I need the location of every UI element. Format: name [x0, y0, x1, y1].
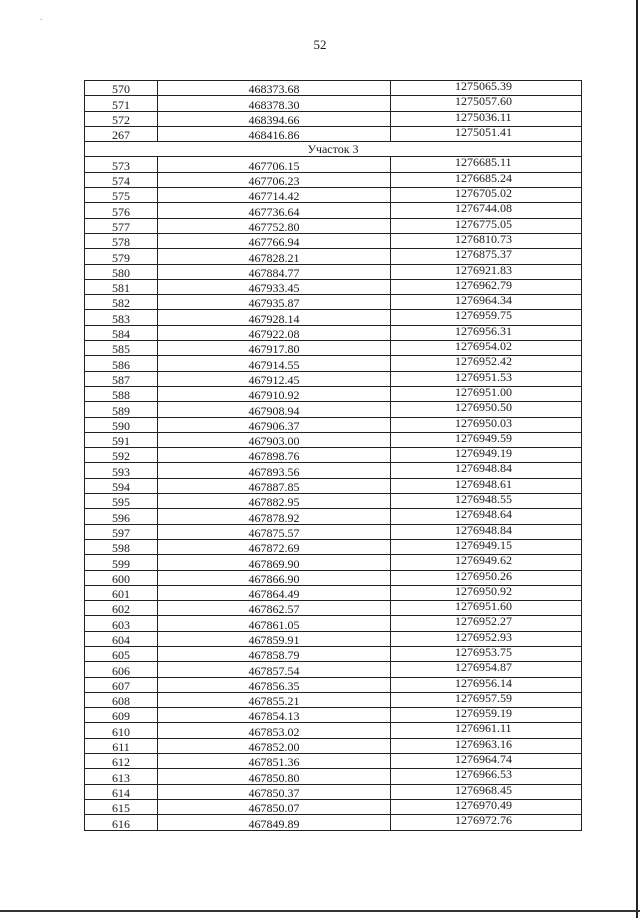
point-number-cell: 571 — [85, 96, 158, 111]
table-row — [85, 356, 582, 371]
x-coordinate-cell: 467884.77 — [158, 264, 391, 279]
point-number-cell: 612 — [85, 754, 158, 769]
x-coordinate-cell: 467917.80 — [158, 341, 391, 356]
x-coordinate-cell: 467706.15 — [158, 157, 391, 172]
point-number-cell: 607 — [85, 677, 158, 692]
y-coordinate-cell: 1276948.55 — [391, 494, 582, 509]
page-number: 52 — [313, 37, 327, 52]
x-coordinate-cell: 467910.92 — [158, 386, 391, 401]
y-coordinate-cell: 1276954.87 — [391, 662, 582, 677]
x-coordinate-cell: 467887.85 — [158, 478, 391, 493]
point-number-cell: 572 — [85, 111, 158, 126]
point-number-cell: 585 — [85, 341, 158, 356]
section-title: Участок 3 — [85, 142, 582, 157]
x-coordinate-cell: 467852.00 — [158, 738, 391, 753]
point-number-cell: 591 — [85, 432, 158, 447]
x-coordinate-cell: 467854.13 — [158, 708, 391, 723]
point-number-cell: 590 — [85, 417, 158, 432]
x-coordinate-cell: 467903.00 — [158, 432, 391, 447]
point-number-cell: 586 — [85, 356, 158, 371]
point-number-cell: 599 — [85, 555, 158, 570]
x-coordinate-cell: 467875.57 — [158, 524, 391, 539]
table-row — [85, 616, 582, 631]
y-coordinate-cell: 1276953.75 — [391, 646, 582, 661]
point-number-cell: 615 — [85, 799, 158, 814]
y-coordinate-cell: 1276950.26 — [391, 570, 582, 585]
y-coordinate-cell: 1276948.84 — [391, 463, 582, 478]
point-number-cell: 603 — [85, 616, 158, 631]
table-row — [85, 157, 582, 172]
point-number-cell: 596 — [85, 509, 158, 524]
x-coordinate-cell: 467828.21 — [158, 249, 391, 264]
point-number-cell: 582 — [85, 295, 158, 310]
y-coordinate-cell: 1276968.45 — [391, 784, 582, 799]
point-number-cell: 575 — [85, 188, 158, 203]
table-row — [85, 555, 582, 570]
x-coordinate-cell: 467752.80 — [158, 218, 391, 233]
y-coordinate-cell: 1275065.39 — [391, 81, 582, 96]
x-coordinate-cell: 467866.90 — [158, 570, 391, 585]
x-coordinate-cell: 468416.86 — [158, 126, 391, 141]
point-number-cell: 610 — [85, 723, 158, 738]
y-coordinate-cell: 1276964.74 — [391, 754, 582, 769]
x-coordinate-cell: 467849.89 — [158, 815, 391, 830]
y-coordinate-cell: 1276961.11 — [391, 723, 582, 738]
table-row — [85, 96, 582, 111]
y-coordinate-cell: 1276949.59 — [391, 432, 582, 447]
table-row — [85, 249, 582, 264]
point-number-cell: 577 — [85, 218, 158, 233]
table-row — [85, 570, 582, 585]
table-row — [85, 203, 582, 218]
point-number-cell: 584 — [85, 325, 158, 340]
y-coordinate-cell: 1276950.03 — [391, 417, 582, 432]
x-coordinate-cell: 467864.49 — [158, 585, 391, 600]
y-coordinate-cell: 1276956.14 — [391, 677, 582, 692]
y-coordinate-cell: 1276875.37 — [391, 249, 582, 264]
y-coordinate-cell: 1276963.16 — [391, 738, 582, 753]
table-row — [85, 402, 582, 417]
y-coordinate-cell: 1276952.27 — [391, 616, 582, 631]
y-coordinate-cell: 1275051.41 — [391, 126, 582, 141]
x-coordinate-cell: 467908.94 — [158, 402, 391, 417]
x-coordinate-cell: 467851.36 — [158, 754, 391, 769]
point-number-cell: 604 — [85, 631, 158, 646]
point-number-cell: 595 — [85, 494, 158, 509]
table-row — [85, 769, 582, 784]
y-coordinate-cell: 1276964.34 — [391, 295, 582, 310]
x-coordinate-cell: 467914.55 — [158, 356, 391, 371]
x-coordinate-cell: 467857.54 — [158, 662, 391, 677]
y-coordinate-cell: 1276954.02 — [391, 341, 582, 356]
table-row — [85, 815, 582, 830]
point-number-cell: 614 — [85, 784, 158, 799]
x-coordinate-cell: 467906.37 — [158, 417, 391, 432]
table-row — [85, 310, 582, 325]
point-number-cell: 267 — [85, 126, 158, 141]
x-coordinate-cell: 467869.90 — [158, 555, 391, 570]
y-coordinate-cell: 1276959.75 — [391, 310, 582, 325]
point-number-cell: 616 — [85, 815, 158, 830]
point-number-cell: 580 — [85, 264, 158, 279]
x-coordinate-cell: 467933.45 — [158, 279, 391, 294]
y-coordinate-cell: 1276959.19 — [391, 708, 582, 723]
y-coordinate-cell: 1276950.92 — [391, 585, 582, 600]
point-number-cell: 601 — [85, 585, 158, 600]
y-coordinate-cell: 1276810.73 — [391, 233, 582, 248]
point-number-cell: 605 — [85, 646, 158, 661]
x-coordinate-cell: 468373.68 — [158, 81, 391, 96]
page-edge-bottom — [0, 910, 640, 912]
x-coordinate-cell: 467856.35 — [158, 677, 391, 692]
point-number-cell: 611 — [85, 738, 158, 753]
x-coordinate-cell: 468378.30 — [158, 96, 391, 111]
x-coordinate-cell: 467855.21 — [158, 692, 391, 707]
y-coordinate-cell: 1275057.60 — [391, 96, 582, 111]
point-number-cell: 613 — [85, 769, 158, 784]
y-coordinate-cell: 1276685.24 — [391, 172, 582, 187]
x-coordinate-cell: 467872.69 — [158, 539, 391, 554]
point-number-cell: 606 — [85, 662, 158, 677]
y-coordinate-cell: 1276744.08 — [391, 203, 582, 218]
point-number-cell: 602 — [85, 601, 158, 616]
page-edge-right — [636, 0, 638, 918]
y-coordinate-cell: 1276949.15 — [391, 539, 582, 554]
y-coordinate-cell: 1276705.02 — [391, 188, 582, 203]
table-row — [85, 463, 582, 478]
y-coordinate-cell: 1276970.49 — [391, 799, 582, 814]
point-number-cell: 576 — [85, 203, 158, 218]
y-coordinate-cell: 1276950.50 — [391, 402, 582, 417]
x-coordinate-cell: 467859.91 — [158, 631, 391, 646]
point-number-cell: 597 — [85, 524, 158, 539]
x-coordinate-cell: 467853.02 — [158, 723, 391, 738]
x-coordinate-cell: 467706.23 — [158, 172, 391, 187]
x-coordinate-cell: 467922.08 — [158, 325, 391, 340]
x-coordinate-cell: 467850.37 — [158, 784, 391, 799]
point-number-cell: 609 — [85, 708, 158, 723]
x-coordinate-cell: 467736.64 — [158, 203, 391, 218]
point-number-cell: 592 — [85, 448, 158, 463]
point-number-cell: 570 — [85, 81, 158, 96]
x-coordinate-cell: 467861.05 — [158, 616, 391, 631]
x-coordinate-cell: 467714.42 — [158, 188, 391, 203]
y-coordinate-cell: 1276921.83 — [391, 264, 582, 279]
table-row — [85, 662, 582, 677]
point-number-cell: 587 — [85, 371, 158, 386]
x-coordinate-cell: 467850.07 — [158, 799, 391, 814]
x-coordinate-cell: 467928.14 — [158, 310, 391, 325]
y-coordinate-cell: 1276948.61 — [391, 478, 582, 493]
x-coordinate-cell: 467912.45 — [158, 371, 391, 386]
point-number-cell: 581 — [85, 279, 158, 294]
point-number-cell: 598 — [85, 539, 158, 554]
x-coordinate-cell: 467878.92 — [158, 509, 391, 524]
y-coordinate-cell: 1275036.11 — [391, 111, 582, 126]
y-coordinate-cell: 1276952.93 — [391, 631, 582, 646]
y-coordinate-cell: 1276952.42 — [391, 356, 582, 371]
table-row — [85, 509, 582, 524]
point-number-cell: 579 — [85, 249, 158, 264]
x-coordinate-cell: 467858.79 — [158, 646, 391, 661]
point-number-cell: 608 — [85, 692, 158, 707]
x-coordinate-cell: 467882.95 — [158, 494, 391, 509]
point-number-cell: 600 — [85, 570, 158, 585]
y-coordinate-cell: 1276949.62 — [391, 555, 582, 570]
x-coordinate-cell: 467862.57 — [158, 601, 391, 616]
y-coordinate-cell: 1276966.53 — [391, 769, 582, 784]
x-coordinate-cell: 467935.87 — [158, 295, 391, 310]
y-coordinate-cell: 1276685.11 — [391, 157, 582, 172]
y-coordinate-cell: 1276956.31 — [391, 325, 582, 340]
scan-mark: . — [40, 12, 43, 22]
y-coordinate-cell: 1276957.59 — [391, 692, 582, 707]
point-number-cell: 574 — [85, 172, 158, 187]
y-coordinate-cell: 1276962.79 — [391, 279, 582, 294]
coordinates-table-body — [85, 81, 582, 831]
point-number-cell: 593 — [85, 463, 158, 478]
y-coordinate-cell: 1276949.19 — [391, 448, 582, 463]
coordinates-table — [84, 80, 582, 831]
x-coordinate-cell: 467850.80 — [158, 769, 391, 784]
y-coordinate-cell: 1276951.60 — [391, 601, 582, 616]
y-coordinate-cell: 1276948.84 — [391, 524, 582, 539]
point-number-cell: 589 — [85, 402, 158, 417]
table-row — [85, 723, 582, 738]
y-coordinate-cell: 1276951.53 — [391, 371, 582, 386]
y-coordinate-cell: 1276775.05 — [391, 218, 582, 233]
point-number-cell: 573 — [85, 157, 158, 172]
x-coordinate-cell: 467766.94 — [158, 233, 391, 248]
x-coordinate-cell: 467898.76 — [158, 448, 391, 463]
point-number-cell: 594 — [85, 478, 158, 493]
point-number-cell: 583 — [85, 310, 158, 325]
x-coordinate-cell: 468394.66 — [158, 111, 391, 126]
point-number-cell: 578 — [85, 233, 158, 248]
y-coordinate-cell: 1276951.00 — [391, 386, 582, 401]
x-coordinate-cell: 467893.56 — [158, 463, 391, 478]
y-coordinate-cell: 1276948.64 — [391, 509, 582, 524]
y-coordinate-cell: 1276972.76 — [391, 815, 582, 830]
point-number-cell: 588 — [85, 386, 158, 401]
table-row — [85, 126, 582, 141]
